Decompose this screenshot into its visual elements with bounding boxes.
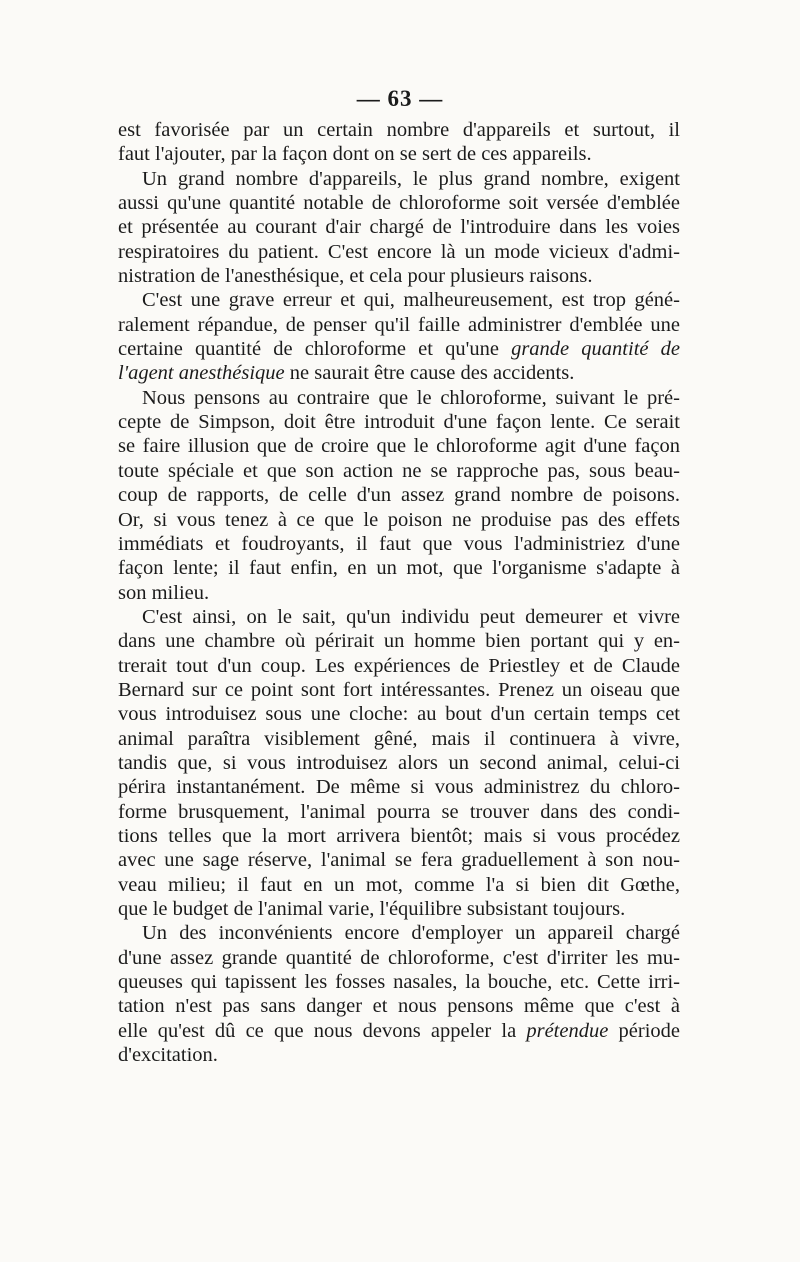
text-line: faut l'ajouter, par la façon dont on se sert de ces appareils. (118, 143, 592, 166)
text-line: est favorisée par un certain nombre d'appareils et surtout, il (118, 119, 680, 141)
text-run: elle qu'est dû ce que nous devons appeler la (118, 1019, 527, 1042)
italic-phrase: grande quantité de (511, 338, 680, 361)
text-run: période (608, 1019, 680, 1042)
text-line: forme brusquement, l'animal pourra se trouver dans des condi- (118, 800, 680, 823)
text-line: cepte de Simpson, doit être introduit d'une façon lente. Ce serait (118, 411, 680, 434)
text-line: Or, si vous tenez à ce que le poison ne produise pas des effets (118, 508, 680, 531)
text-line: façon lente; il faut enfin, en un mot, que l'organisme s'adapte à (118, 557, 680, 580)
text-line: Un des inconvénients encore d'employer un appareil chargé (142, 922, 680, 945)
text-line: C'est une grave erreur et qui, malheureusement, est trop géné- (142, 289, 680, 312)
text-line: toute spéciale et que son action ne se rapproche pas, sous beau- (118, 459, 680, 482)
text-line (118, 337, 680, 361)
text-line: ralement répandue, de penser qu'il faille administrer d'emblée une (118, 313, 680, 336)
text-line: se faire illusion que de croire que le chloroforme agit d'une façon (118, 435, 680, 458)
italic-phrase: prétendue (526, 1019, 609, 1042)
text-line: veau milieu; il faut en un mot, comme l'a si bien dit Gœthe, (118, 873, 680, 896)
text-line: que le budget de l'animal varie, l'équilibre subsistant toujours. (118, 898, 626, 920)
text-line: Bernard sur ce point sont fort intéressantes. Prenez un oiseau que (118, 678, 680, 701)
text-line: immédiats et foudroyants, il faut que vous l'administriez d'une (118, 532, 680, 555)
text-line: aussi qu'une quantité notable de chloroforme soit versée d'emblée (118, 192, 680, 215)
text-line: trerait tout d'un coup. Les expériences de Priestley et de Claude (118, 654, 680, 677)
text-line: d'excitation. (118, 1044, 218, 1067)
text-line (118, 1019, 680, 1043)
text-line (118, 361, 680, 385)
text-line: d'une assez grande quantité de chloroforme, c'est d'irriter les mu- (118, 946, 680, 969)
text-line: coup de rapports, de celle d'un assez grand nombre de poisons. (118, 484, 680, 507)
text-line: et présentée au courant d'air chargé de l'introduire dans les voies (118, 216, 680, 239)
text-line: respiratoires du patient. C'est encore là un mode vicieux d'admi- (118, 240, 680, 263)
text-run: ne saurait être cause des accidents. (284, 362, 575, 385)
text-line: tation n'est pas sans danger et nous pensons même que c'est à (118, 995, 680, 1018)
text-line: Nous pensons au contraire que le chloroforme, suivant le pré- (142, 386, 680, 409)
text-line: avec une sage réserve, l'animal se fera graduellement à son nou- (118, 849, 680, 872)
italic-phrase: l'agent anesthésique (118, 362, 285, 385)
page-number: — 63 — (356, 86, 444, 111)
text-line: périra instantanément. De même si vous administrez du chloro- (118, 776, 680, 799)
text-line: Un grand nombre d'appareils, le plus grand nombre, exigent (142, 167, 680, 190)
text-line: animal paraîtra visiblement gêné, mais il continuera à vivre, (118, 727, 680, 750)
text-run: certaine quantité de chloroforme et qu'une (118, 338, 512, 361)
text-line: tandis que, si vous introduisez alors un second animal, celui-ci (118, 751, 680, 774)
text-line: vous introduisez sous une cloche: au bout d'un certain temps cet (118, 703, 680, 726)
text-line: nistration de l'anesthésique, et cela pour plusieurs raisons. (118, 265, 593, 288)
text-line: son milieu. (118, 581, 210, 604)
text-line: C'est ainsi, on le sait, qu'un individu peut demeurer et vivre (142, 605, 680, 628)
text-line: dans une chambre où périrait un homme bien portant qui y en- (118, 630, 680, 653)
text-line: queuses qui tapissent les fosses nasales, la bouche, etc. Cette irri- (118, 971, 680, 994)
body-text (118, 118, 680, 1067)
text-line: tions telles que la mort arrivera bientôt; mais si vous procédez (118, 824, 680, 847)
